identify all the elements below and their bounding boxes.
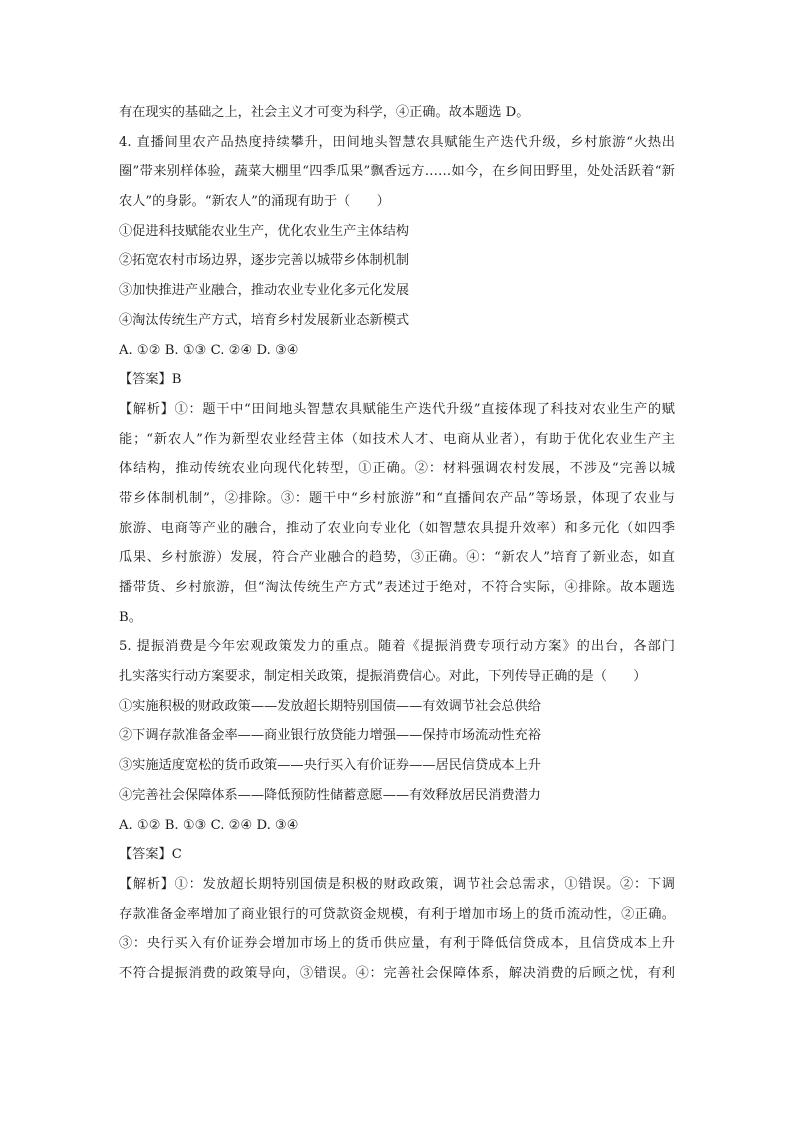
text-line: 瓜果、乡村旅游）发展，符合产业融合的趋势，③正确。④：“新农人”培育了新业态，如直 [119, 550, 675, 566]
text-line: 不符合提振消费的政策导向，③错误。④：完善社会保障体系，解决消费的后顾之忧，有利 [119, 965, 675, 981]
text-line: 旅游、电商等产业的融合，推动了农业向专业化（如智慧农具提升效率）和多元化（如四季 [119, 520, 675, 536]
text-line: ②拓宽农村市场边界，逐步完善以城带乡体制机制 [119, 253, 410, 269]
text-line: 5. 提振消费是今年宏观政策发力的重点。随着《提振消费专项行动方案》的出台，各部门 [119, 639, 675, 655]
text-line: 【解析】①：题干中“田间地头智慧农具赋能生产迭代升级”直接体现了科技对农业生产的赋 [119, 401, 675, 417]
text-line: 播带货、乡村旅游，但“淘汰传统生产方式”表述过于绝对，不符合实际，④排除。故本题选 [119, 580, 675, 595]
text-line: A. ①② B. ①③ C. ②④ D. ③④ [119, 342, 299, 358]
text-line: ①实施积极的财政政策——发放超长期特别国债——有效调节社会总供给 [119, 698, 541, 714]
text-line: ③实施适度宽松的货币政策——央行买入有价证券——居民信贷成本上升 [119, 758, 541, 774]
text-line: 4. 直播间里农产品热度持续攀升，田间地头智慧农具赋能生产迭代升级，乡村旅游“火热出 [119, 134, 675, 150]
text-line: A. ①② B. ①③ C. ②④ D. ③④ [119, 817, 299, 833]
text-line: ③：央行买入有价证券会增加市场上的货币供应量，有利于降低信贷成本，且信贷成本上升 [119, 936, 675, 952]
text-line: ①促进科技赋能农业生产，优化农业生产主体结构 [119, 223, 410, 239]
text-line: 农人”的身影。“新农人”的涌现有助于（ ） [119, 194, 390, 210]
text-line: 存款准备金率增加了商业银行的可贷款资金规模，有利于增加市场上的货币流动性，②正确。 [119, 906, 675, 922]
text-line: 【解析】①：发放超长期特别国债是积极的财政政策，调节社会总需求，①错误。②：下调 [119, 876, 675, 892]
text-line: ③加快推进产业融合，推动农业专业化多元化发展 [119, 283, 410, 299]
text-line: 体结构，推动传统农业向现代化转型，①正确。②：材料强调农村发展，不涉及“完善以城 [119, 461, 675, 477]
text-line: 【答案】B [119, 372, 182, 388]
text-line: ②下调存款准备金率——商业银行放贷能力增强——保持市场流动性充裕 [119, 728, 541, 744]
text-line: 扎实落实行动方案要求，制定相关政策，提振消费信心。对此，下列传导正确的是（ ） [119, 669, 647, 685]
text-line: ④淘汰传统生产方式，培育乡村发展新业态新模式 [119, 312, 410, 328]
text-line: 能；“新农人”作为新型农业经营主体（如技术人才、电商从业者），有助于优化农业生产主 [119, 431, 675, 447]
text-line: B。 [119, 609, 142, 625]
text-line: 圈”带来别样体验，蔬菜大棚里“四季瓜果”飘香远方……如今，在乡间田野里，处处活跃着“新 [119, 164, 675, 180]
text-line: 带乡体制机制”，②排除。③：题干中“乡村旅游”和“直播间农产品”等场景，体现了农业与 [119, 490, 675, 506]
document-body [119, 98, 675, 989]
text-line: 【答案】C [119, 847, 182, 863]
text-line: ④完善社会保障体系——降低预防性储蓄意愿——有效释放居民消费潜力 [119, 787, 541, 803]
text-line: 有在现实的基础之上，社会主义才可变为科学，④正确。故本题选 D。 [119, 105, 530, 120]
